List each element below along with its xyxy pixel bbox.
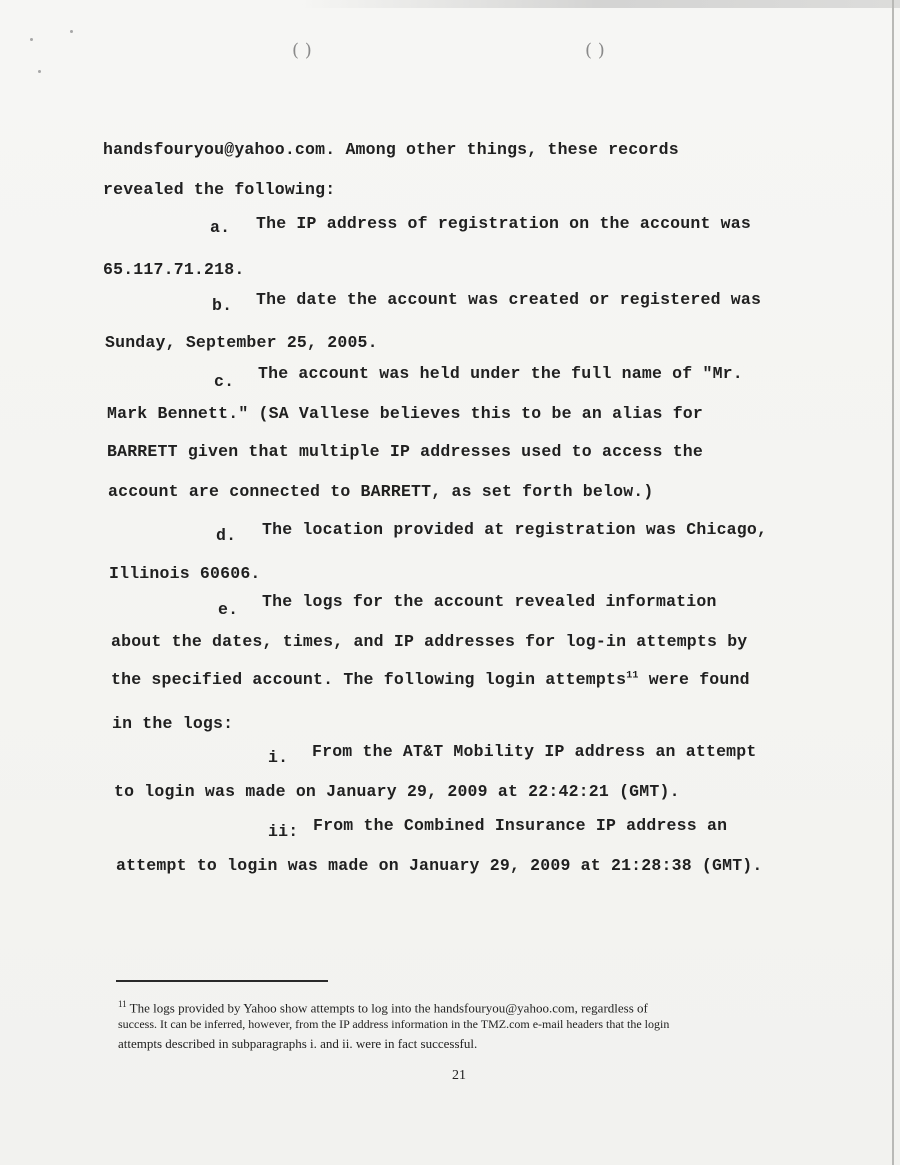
text-line: From the Combined Insurance IP address an [313, 816, 728, 835]
item-label: a. [210, 218, 231, 237]
text-line: about the dates, times, and IP addresses for log-in attempts by [111, 632, 748, 651]
item-label: b. [212, 296, 233, 315]
text-line: The location provided at registration was Chicago, [262, 520, 768, 539]
punch-hole-mark: ( ) [585, 40, 605, 61]
item-label: d. [216, 526, 237, 545]
scan-artifact [300, 0, 900, 8]
text-line: handsfouryou@yahoo.com. Among other things, these records [103, 140, 679, 159]
text-line: revealed the following: [103, 180, 336, 199]
text-line: Illinois 60606. [109, 564, 261, 583]
text-line: Sunday, September 25, 2005. [105, 333, 378, 352]
text-line: The account was held under the full name of "Mr. [258, 364, 743, 383]
text-span: account are connected to [108, 482, 361, 501]
punch-hole-mark: ( ) [292, 40, 312, 61]
text-line: Mark Bennett." (SA Vallese believes this to be an alias for [107, 404, 703, 423]
text-line [111, 670, 750, 689]
text-line: 65.117.71.218. [103, 260, 245, 279]
footnote-line: success. It can be inferred, however, from the IP address information in the TMZ.com e-mail headers that the login [118, 1017, 670, 1031]
text-line: in the logs: [112, 714, 234, 733]
footnote-reference: 11 [626, 670, 639, 682]
item-label: ii: [268, 822, 299, 841]
name-bold: BARRETT [107, 442, 178, 461]
footnote-divider [116, 980, 328, 982]
text-span: given that multiple IP addresses used to access the [177, 442, 704, 461]
text-line: The date the account was created or registered was [256, 290, 762, 309]
scan-speck [70, 30, 73, 33]
text-span: were found [638, 670, 750, 689]
footnote-number: 11 [118, 999, 127, 1009]
scan-edge [892, 0, 894, 1165]
name-bold: BARRETT [360, 482, 432, 501]
text-line: attempt to login was made on January 29, 2009 at 21:28:38 (GMT). [116, 856, 763, 875]
text-line: The logs for the account revealed information [262, 592, 717, 611]
item-label: i. [268, 748, 289, 767]
text-span: the specified account. The following login attempts [111, 670, 627, 689]
footnote-text: The logs provided by Yahoo show attempts to log into the handsfouryou@yahoo.com, regardless of [126, 1000, 648, 1016]
item-label: c. [214, 372, 235, 391]
page-number: 21 [452, 1068, 466, 1083]
text-span: , as set forth below.) [431, 482, 654, 501]
footnote-line: attempts described in subparagraphs i. and ii. were in fact successful. [118, 1036, 478, 1051]
text-line: The IP address of registration on the account was [256, 214, 751, 233]
item-label: e. [218, 600, 239, 619]
text-line: From the AT&T Mobility IP address an attempt [312, 742, 757, 761]
text-line [107, 442, 703, 461]
text-line: to login was made on January 29, 2009 at 22:42:21 (GMT). [114, 782, 680, 801]
scan-speck [38, 70, 41, 73]
text-line [108, 482, 654, 501]
scan-speck [30, 38, 33, 41]
